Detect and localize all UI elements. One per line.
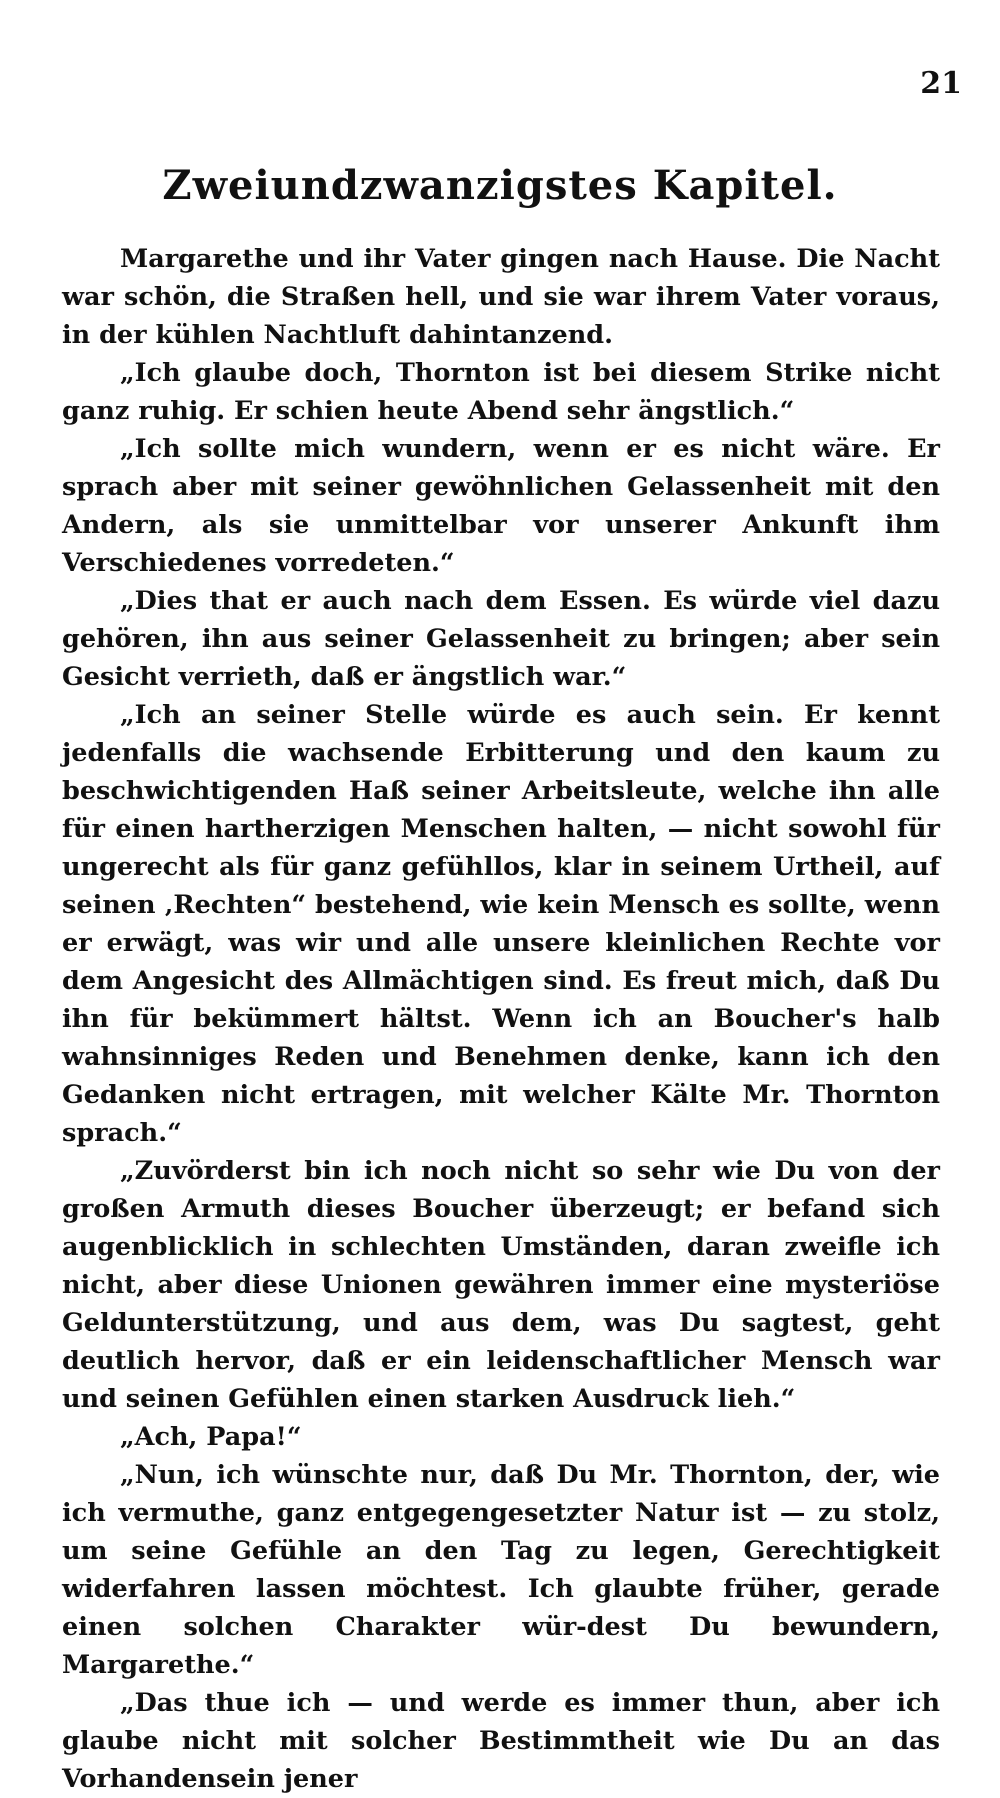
paragraph: „Zuvörderst bin ich noch nicht so sehr wie Du von der großen Armuth dieses Boucher überzeugt; er befand sich augenblicklich in schlechten Umständen, daran zweifle ich nicht, aber diese Unionen gewähren immer eine mysteriöse Geldunterstützung, und aus dem, was Du sagtest, geht deutlich hervor, daß er ein leidenschaftlicher Mensch war und seinen Gefühlen einen starken Ausdruck lieh.“ <box>62 1156 940 1414</box>
paragraph: „Ach, Papa!“ <box>120 1422 302 1452</box>
chapter-title: Zweiundzwanzigstes Kapitel. <box>162 162 838 209</box>
page-number: 21 <box>920 66 962 101</box>
paragraph: „Ich glaube doch, Thornton ist bei diesem Strike nicht ganz ruhig. Er schien heute Abend sehr ängstlich.“ <box>62 358 940 426</box>
paragraph: „Dies that er auch nach dem Essen. Es würde viel dazu gehören, ihn aus seiner Gelassenheit zu bringen; aber sein Gesicht verrieth, daß er ängstlich war.“ <box>62 586 940 692</box>
paragraph: Margarethe und ihr Vater gingen nach Hause. Die Nacht war schön, die Straßen hell, und sie war ihrem Vater voraus, in der kühlen Nachtluft dahintanzend. <box>62 244 940 350</box>
paragraph: „Nun, ich wünschte nur, daß Du Mr. Thornton, der, wie ich vermuthe, ganz entgegengesetzter Natur ist — zu stolz, um seine Gefühle an den Tag zu legen, Gerechtigkeit widerfahren lassen möchtest. Ich glaubte früher, gerade einen solchen Charakter wür-dest Du bewundern, Margarethe.“ <box>62 1460 940 1680</box>
paragraph: „Das thue ich — und werde es immer thun, aber ich glaube nicht mit solcher Bestimmtheit wie Du an das Vorhandensein jener <box>62 1688 940 1794</box>
paragraph: „Ich sollte mich wundern, wenn er es nicht wäre. Er sprach aber mit seiner gewöhnlichen Gelassenheit mit den Andern, als sie unmittelbar vor unserer Ankunft ihm Verschiedenes vorredeten.“ <box>62 434 940 578</box>
paragraph: „Ich an seiner Stelle würde es auch sein. Er kennt jedenfalls die wachsende Erbitterung und den kaum zu beschwichtigenden Haß seiner Arbeitsleute, welche ihn alle für einen hartherzigen Menschen halten, — nicht sowohl für ungerecht als für ganz gefühllos, klar in seinem Urtheil, auf seinen ‚Rechten“ bestehend, wie kein Mensch es sollte, wenn er erwägt, was wir und alle unsere kleinlichen Rechte vor dem Angesicht des Allmächtigen sind. Es freut mich, daß Du ihn für bekümmert hältst. Wenn ich an Boucher's halb wahnsinniges Reden und Benehmen denke, kann ich den Gedanken nicht ertragen, mit welcher Kälte Mr. Thornton sprach.“ <box>62 700 940 1148</box>
body-text <box>62 240 940 1798</box>
